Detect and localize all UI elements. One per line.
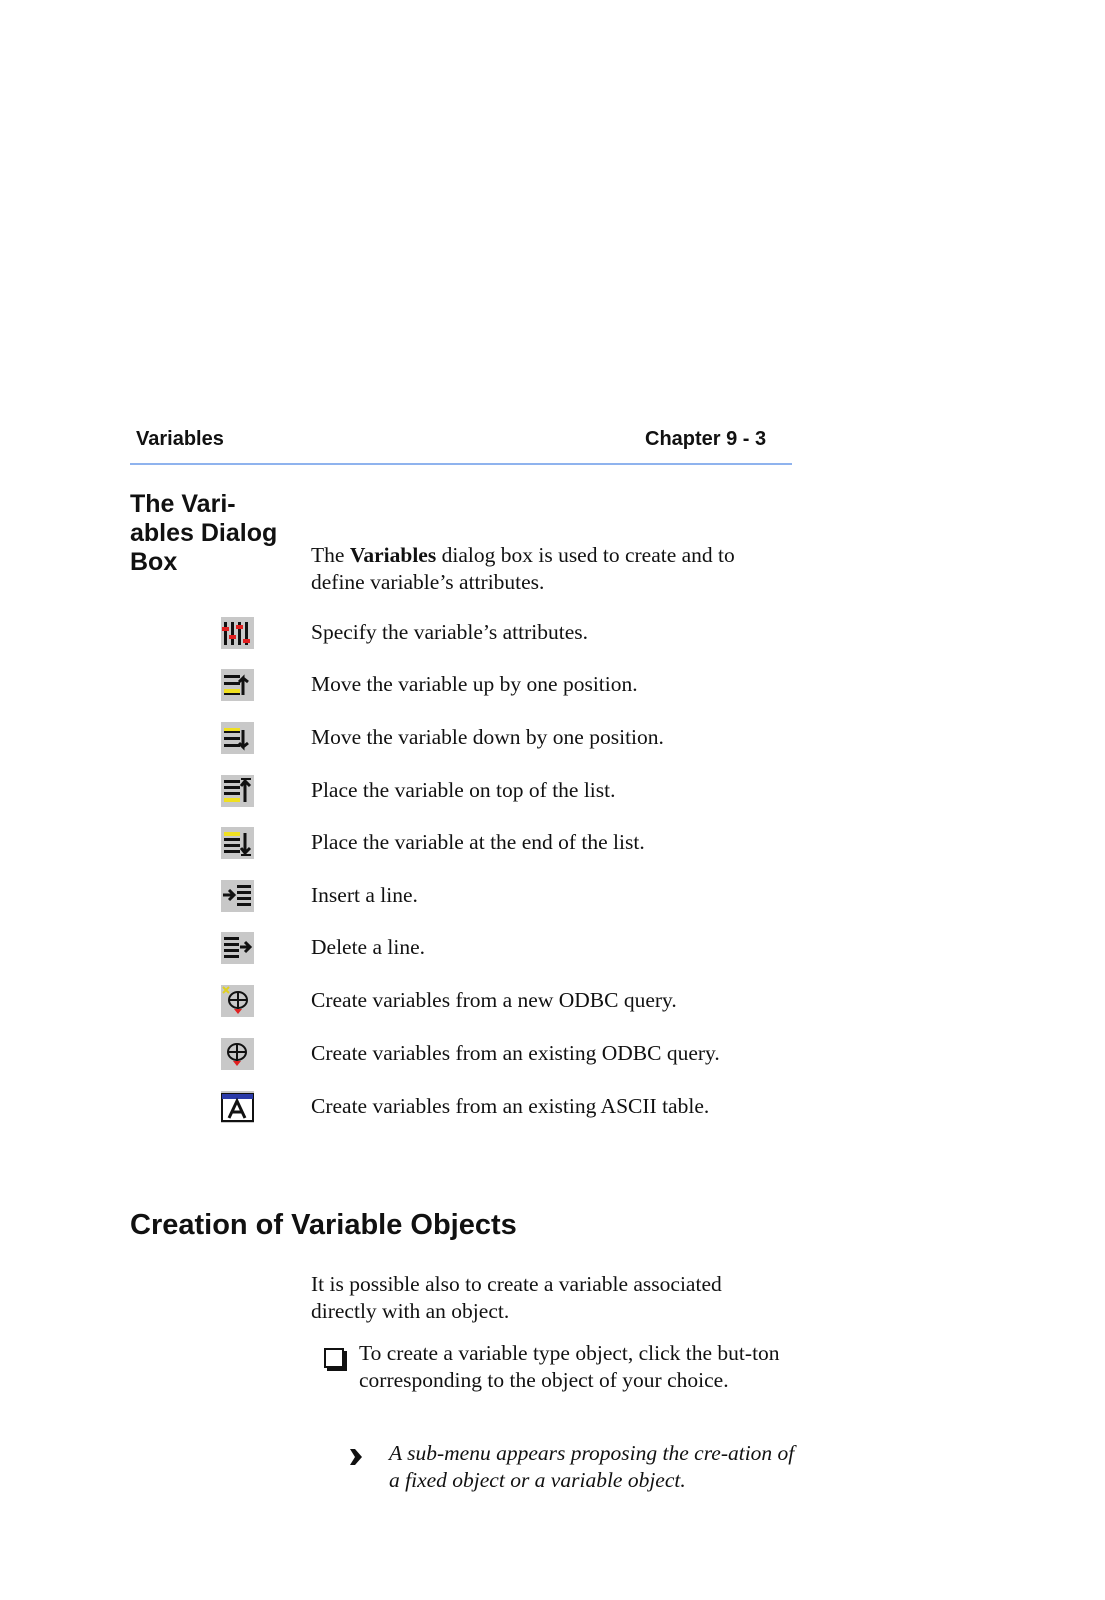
ascii-table-icon <box>221 1091 254 1123</box>
delete-line-icon <box>221 932 254 964</box>
result-arrow-icon <box>349 1446 363 1468</box>
section-heading: Creation of Variable Objects <box>130 1209 517 1241</box>
result-text: A sub-menu appears proposing the cre-ation of a fixed object or a variable object. <box>389 1441 795 1492</box>
toolbar-item-text: Create variables from a new ODBC query. <box>311 988 677 1012</box>
side-heading <box>130 490 305 577</box>
toolbar-item-text: Create variables from an existing ODBC query. <box>311 1041 720 1065</box>
toolbar-item-text: Delete a line. <box>311 935 426 959</box>
toolbar-item-text: Specify the variable’s attributes. <box>311 620 589 644</box>
intro-text-end: dialog box is used to create and to define variable’s attributes. <box>311 543 735 594</box>
running-header-section: Variables <box>136 428 224 450</box>
new-odbc-query-icon <box>221 985 254 1017</box>
header-rule <box>130 463 792 465</box>
attributes-icon <box>221 617 254 649</box>
side-heading-line-3: Box <box>130 548 178 576</box>
toolbar-item-text: Move the variable up by one position. <box>311 672 638 696</box>
running-header-chapter: Chapter 9 - 3 <box>645 428 767 450</box>
step-text: To create a variable type object, click the but-ton corresponding to the object of your choice. <box>359 1341 780 1392</box>
toolbar-item-text: Place the variable at the end of the list. <box>311 830 645 854</box>
move-end-icon <box>221 827 254 859</box>
side-heading-line-1: The Vari- <box>130 490 236 518</box>
section-paragraph: It is possible also to create a variable associated directly with an object. <box>311 1272 722 1323</box>
move-down-icon <box>221 722 254 754</box>
existing-odbc-query-icon <box>221 1038 254 1070</box>
move-top-icon <box>221 775 254 807</box>
intro-text-start: The <box>311 543 350 567</box>
toolbar-item-text: Create variables from an existing ASCII table. <box>311 1094 710 1118</box>
checkbox-bullet-icon <box>324 1348 344 1368</box>
intro-dialog-name: Variables <box>349 543 437 567</box>
side-heading-line-2: ables Dialog <box>130 519 278 547</box>
intro-paragraph <box>311 542 791 596</box>
toolbar-item-text: Insert a line. <box>311 883 418 907</box>
toolbar-item-text: Move the variable down by one position. <box>311 725 664 749</box>
move-up-icon <box>221 669 254 701</box>
insert-line-icon <box>221 880 254 912</box>
toolbar-item-text: Place the variable on top of the list. <box>311 778 616 802</box>
